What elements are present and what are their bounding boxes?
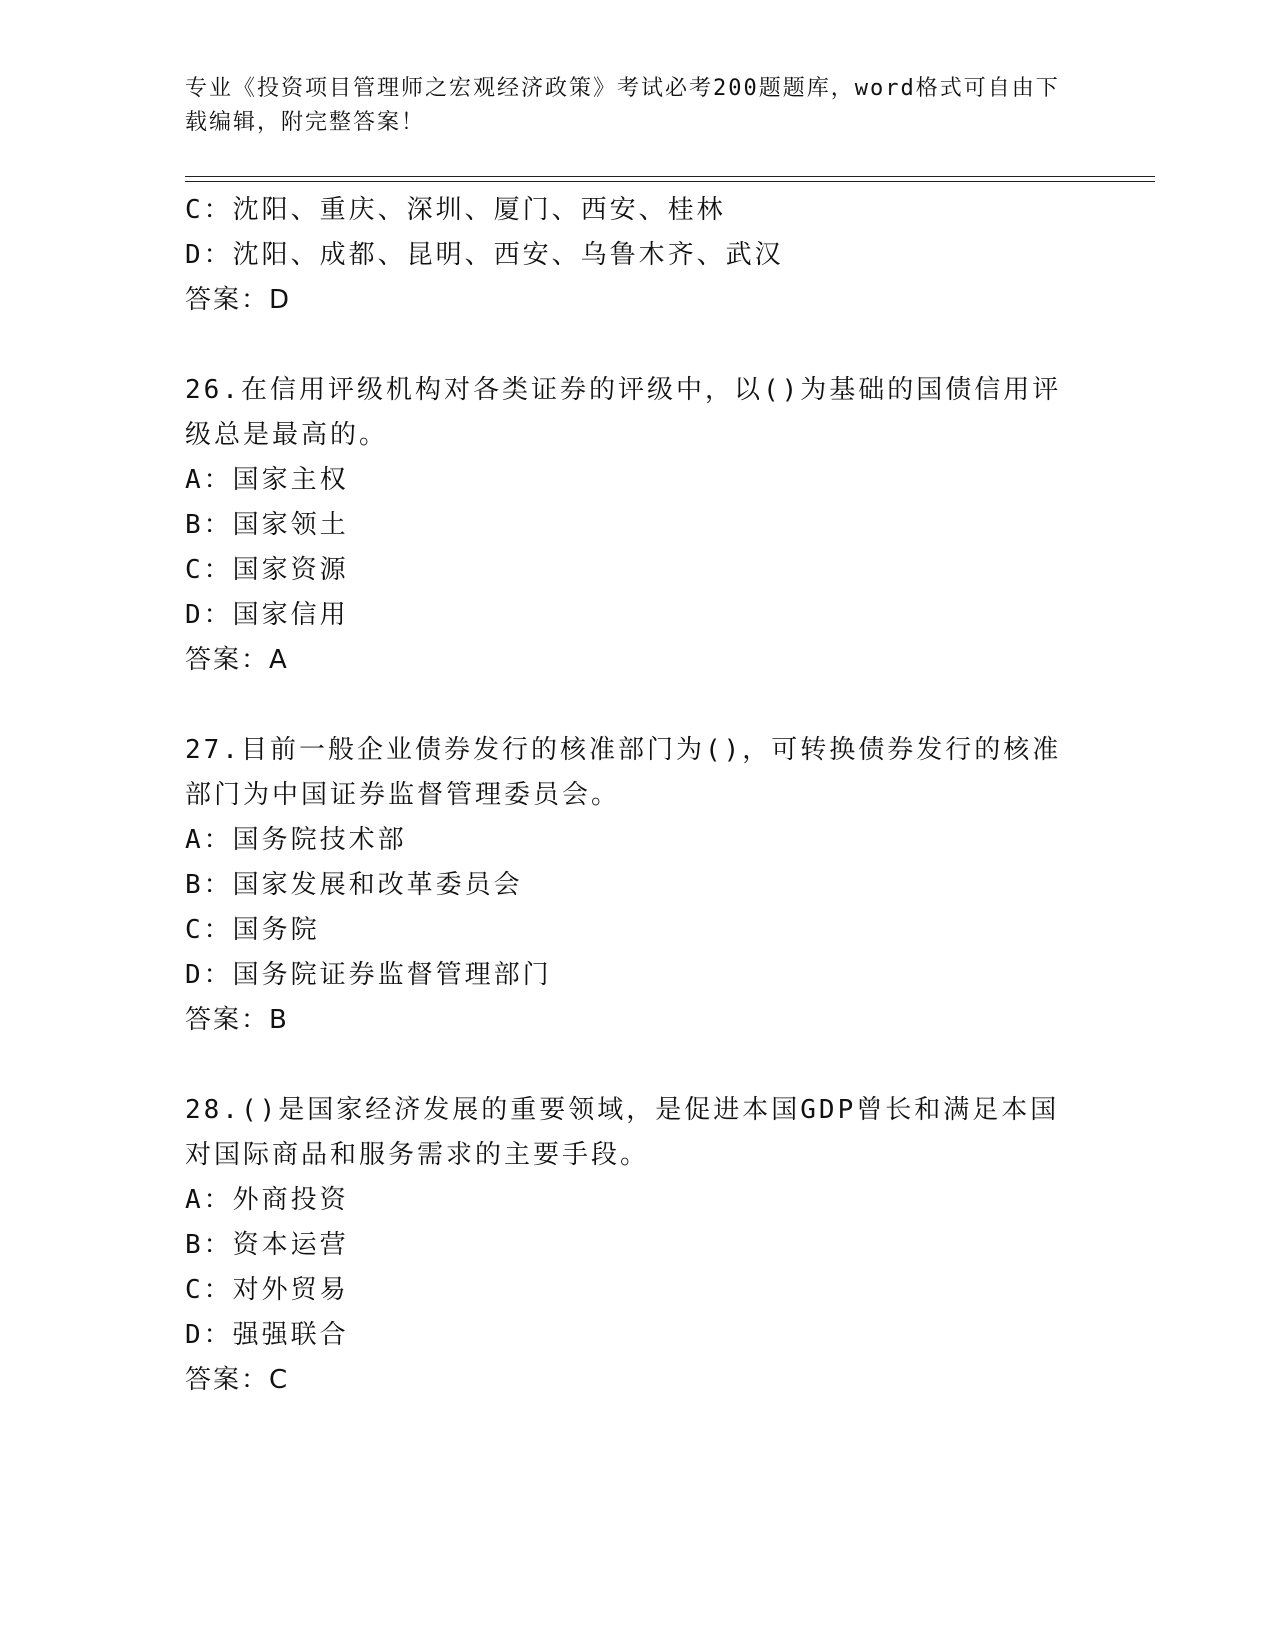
answer-line: 答案：B bbox=[185, 1005, 289, 1035]
option-c: C：国家资源 bbox=[185, 555, 349, 585]
option-d: D：国务院证券监督管理部门 bbox=[185, 960, 552, 990]
question-26 bbox=[185, 368, 1085, 683]
question-text: 28.()是国家经济发展的重要领域，是促进本国GDP曾长和满足本国对国际商品和服务需求的主要手段。 bbox=[185, 1095, 1060, 1170]
option-d: D：沈阳、成都、昆明、西安、乌鲁木齐、武汉 bbox=[185, 240, 784, 270]
header-divider-bottom bbox=[185, 181, 1155, 182]
option-b: B：国家领土 bbox=[185, 510, 349, 540]
option-c: C：对外贸易 bbox=[185, 1275, 349, 1305]
option-a: A：外商投资 bbox=[185, 1185, 349, 1215]
question-text: 26.在信用评级机构对各类证券的评级中，以()为基础的国债信用评级总是最高的。 bbox=[185, 375, 1062, 450]
option-a: A：国家主权 bbox=[185, 465, 349, 495]
page-header: 专业《投资项目管理师之宏观经济政策》考试必考200题题库，word格式可自由下载编辑，附完整答案！ bbox=[185, 76, 1060, 135]
answer-line: 答案：A bbox=[185, 645, 289, 675]
header-divider-top bbox=[185, 176, 1155, 177]
answer-line: 答案：D bbox=[185, 285, 292, 315]
option-c: C：沈阳、重庆、深圳、厦门、西安、桂林 bbox=[185, 195, 726, 225]
option-d: D：强强联合 bbox=[185, 1320, 349, 1350]
question-list bbox=[185, 188, 1085, 1403]
question-27 bbox=[185, 728, 1085, 1043]
previous-question-tail bbox=[185, 188, 1085, 323]
option-b: B：资本运营 bbox=[185, 1230, 349, 1260]
option-a: A：国务院技术部 bbox=[185, 825, 407, 855]
option-d: D：国家信用 bbox=[185, 600, 349, 630]
option-c: C：国务院 bbox=[185, 915, 320, 945]
question-text: 27.目前一般企业债券发行的核准部门为()，可转换债券发行的核准部门为中国证券监督管理委员会。 bbox=[185, 735, 1062, 810]
option-b: B：国家发展和改革委员会 bbox=[185, 870, 523, 900]
answer-line: 答案：C bbox=[185, 1365, 290, 1395]
question-28 bbox=[185, 1088, 1085, 1403]
